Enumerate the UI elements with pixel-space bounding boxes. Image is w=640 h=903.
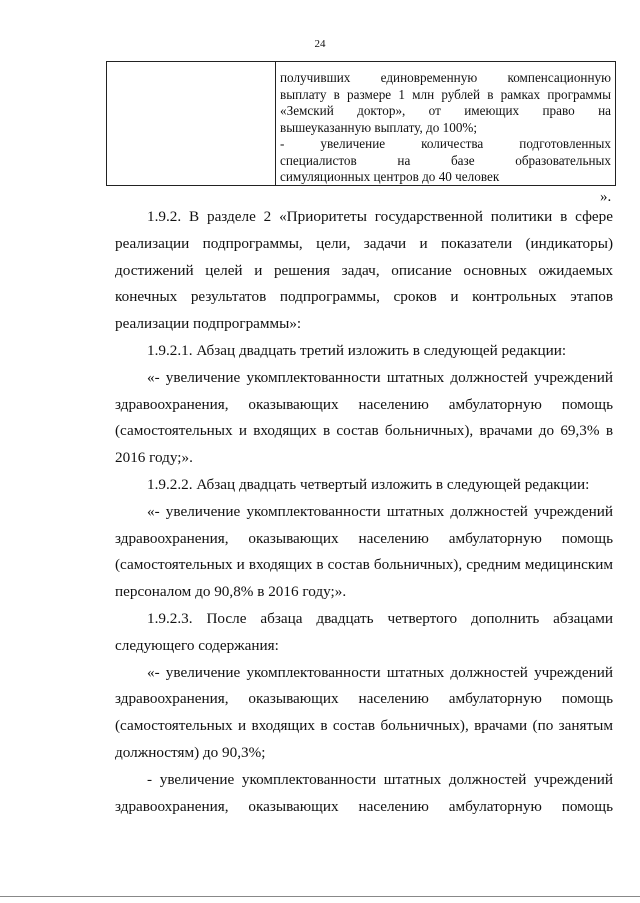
table-line: «Земский доктор», от имеющих право на (280, 103, 611, 118)
closing-quote: ». (600, 189, 612, 205)
paragraph-amendment-1: «- увеличение укомплектованности штатных должностей учреждений здравоохранения, оказывающих населению амбулаторную помощь (самостоятельных и входящих в состав больничных), врачами до 69,3% в 2016 году;». (115, 368, 613, 467)
paragraph-1-9-2: 1.9.2. В разделе 2 «Приоритеты государственной политики в сфере реализации подпрограммы, цели, задачи и показатели (индикаторы) достижений целей и решения задач, описание основных ожидаемых конечных результатов подпрограммы, сроков и контрольных этапов реализации подпрограммы»: (115, 208, 613, 333)
paragraph-1-9-2-3: 1.9.2.3. После абзаца двадцать четвертого дополнить абзацами следующего содержания: (115, 609, 613, 654)
table-cell-empty (107, 62, 276, 185)
document-body (115, 204, 613, 820)
table-fragment (106, 61, 616, 186)
paragraph-1-9-2-2: 1.9.2.2. Абзац двадцать четвертый изложить в следующей редакции: (147, 475, 590, 493)
page-number: 24 (314, 38, 326, 50)
table-line: симуляционных центров до 40 человек (280, 169, 500, 184)
paragraph-amendment-3: «- увеличение укомплектованности штатных должностей учреждений здравоохранения, оказывающих населению амбулаторную помощь (самостоятельных и входящих в состав больничных), врачами (по занятым должностям) до 90,3%; (115, 663, 613, 761)
paragraph-amendment-4: - увеличение укомплектованности штатных должностей учреждений здравоохранения, оказывающих населению амбулаторную помощь (115, 770, 613, 815)
table-line: - увеличение количества подготовленных (280, 136, 611, 151)
paragraph-1-9-2-1: 1.9.2.1. Абзац двадцать третий изложить в следующей редакции: (147, 341, 567, 359)
table-line: выплату в размере 1 млн рублей в рамках программы (280, 86, 611, 102)
table-line: вышеуказанную выплату, до 100%; (280, 119, 478, 135)
table-cell-text (276, 62, 615, 185)
page-bottom-rule (0, 896, 640, 897)
table-line: получивших единовременную компенсационную (280, 70, 611, 85)
table-line: специалистов на базе образовательных (280, 152, 611, 168)
paragraph-amendment-2: «- увеличение укомплектованности штатных должностей учреждений здравоохранения, оказывающих населению амбулаторную помощь (самостоятельных и входящих в состав больничных), средним медицинским персоналом до 90,8% в 2016 году;». (115, 502, 613, 601)
